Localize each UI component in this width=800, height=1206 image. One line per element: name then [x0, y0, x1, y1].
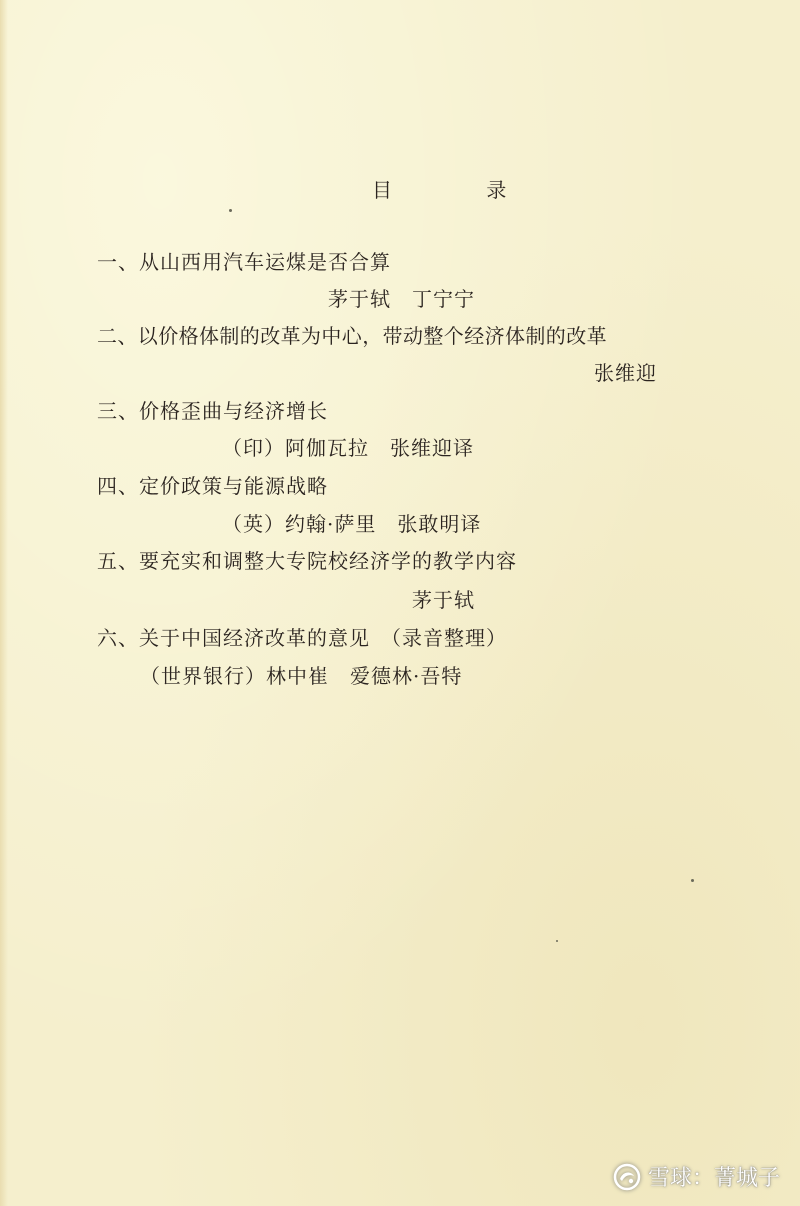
toc-entry-2: 二、以价格体制的改革为中心，带动整个经济体制的改革	[97, 324, 607, 348]
toc-entry-3: 三、价格歪曲与经济增长	[97, 399, 328, 423]
toc-author-4: （英）约翰·萨里 张敢明译	[222, 512, 482, 536]
ink-speck	[691, 879, 694, 882]
toc-author-6: （世界银行）林中崔 爱德林·吾特	[140, 664, 463, 688]
ink-speck	[229, 209, 232, 212]
toc-author-5: 茅于轼	[412, 588, 475, 612]
toc-author-3: （印）阿伽瓦拉 张维迎译	[222, 436, 474, 460]
page-edge-shadow	[0, 0, 8, 1206]
snowball-logo-icon	[612, 1162, 642, 1192]
ink-speck	[556, 940, 558, 942]
toc-entry-5: 五、要充实和调整大专院校经济学的教学内容	[97, 549, 517, 573]
toc-author-1: 茅于轼 丁宁宁	[328, 287, 475, 311]
toc-entry-4: 四、定价政策与能源战略	[97, 474, 328, 498]
page-title: 目 录	[372, 178, 551, 202]
toc-entry-1: 一、从山西用汽车运煤是否合算	[97, 250, 391, 274]
watermark-text: 雪球：菁城子	[647, 1166, 780, 1191]
watermark	[612, 1161, 780, 1192]
toc-entry-6: 六、关于中国经济改革的意见 （录音整理）	[97, 626, 507, 650]
toc-author-2: 张维迎	[594, 361, 657, 385]
